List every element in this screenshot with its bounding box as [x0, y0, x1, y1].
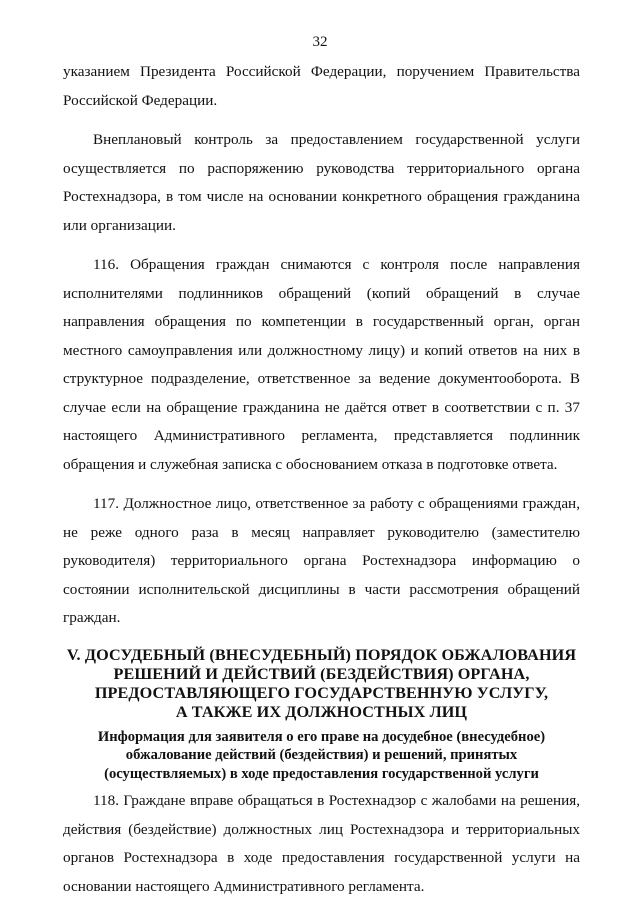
appeal-info-subheading — [63, 728, 580, 784]
section-v-heading — [63, 646, 580, 722]
section-heading-line: РЕШЕНИЙ И ДЕЙСТВИЙ (БЕЗДЕЙСТВИЯ) ОРГАНА, — [113, 664, 530, 683]
section-heading-line: А ТАКЖЕ ИХ ДОЛЖНОСТНЫХ ЛИЦ — [175, 702, 468, 721]
paragraph-116: 116. Обращения граждан снимаются с контроля после направления исполнителями подлинников обращений (копий обращений в случае направления обращения по компетенции в государственный орган, орган местного самоуправления или должностному лицу) и копий ответов на них в структурное подразделение, ответственное за ведение документооборота. В случае если на обращение гражданина не даётся ответ в соответствии с п. 37 настоящего Административного регламента, представляется подлинник обращения и служебная записка с обоснованием отказа в подготовке ответа. — [63, 256, 580, 473]
section-heading-line: V. ДОСУДЕБНЫЙ (ВНЕСУДЕБНЫЙ) ПОРЯДОК ОБЖАЛОВАНИЯ — [66, 645, 577, 664]
page-content — [63, 58, 580, 901]
section-heading-line: ПРЕДОСТАВЛЯЮЩЕГО ГОСУДАРСТВЕННУЮ УСЛУГУ, — [94, 683, 549, 702]
sub-heading-line: Информация для заявителя о его праве на досудебное (внесудебное) — [97, 728, 546, 745]
paragraph-continuation: указанием Президента Российской Федерации, поручением Правительства Российской Федерации. — [63, 63, 580, 109]
page-number: 32 — [312, 34, 328, 50]
sub-heading-line: обжалование действий (бездействия) и решений, принятых — [125, 747, 518, 763]
paragraph-117: 117. Должностное лицо, ответственное за работу с обращениями граждан, не реже одного раза в месяц направляет руководителю (заместителю руководителя) территориального органа Ростехнадзора информацию о состоянии исполнительской дисциплины в части рассмотрения обращений граждан. — [63, 495, 580, 626]
sub-heading-line: (осуществляемых) в ходе предоставления государственной услуги — [104, 765, 539, 782]
paragraph-118: 118. Граждане вправе обращаться в Ростехнадзор с жалобами на решения, действия (бездействие) должностных лиц Ростехнадзора и территориальных органов Ростехнадзора в ходе предоставления государственной услуги на основании настоящего Административного регламента. — [63, 792, 580, 895]
paragraph-unscheduled-control: Внеплановый контроль за предоставлением государственной услуги осуществляется по распоряжению руководства территориального органа Ростехнадзора, в том числе на основании конкретного обращения гражданина или организации. — [63, 131, 580, 234]
